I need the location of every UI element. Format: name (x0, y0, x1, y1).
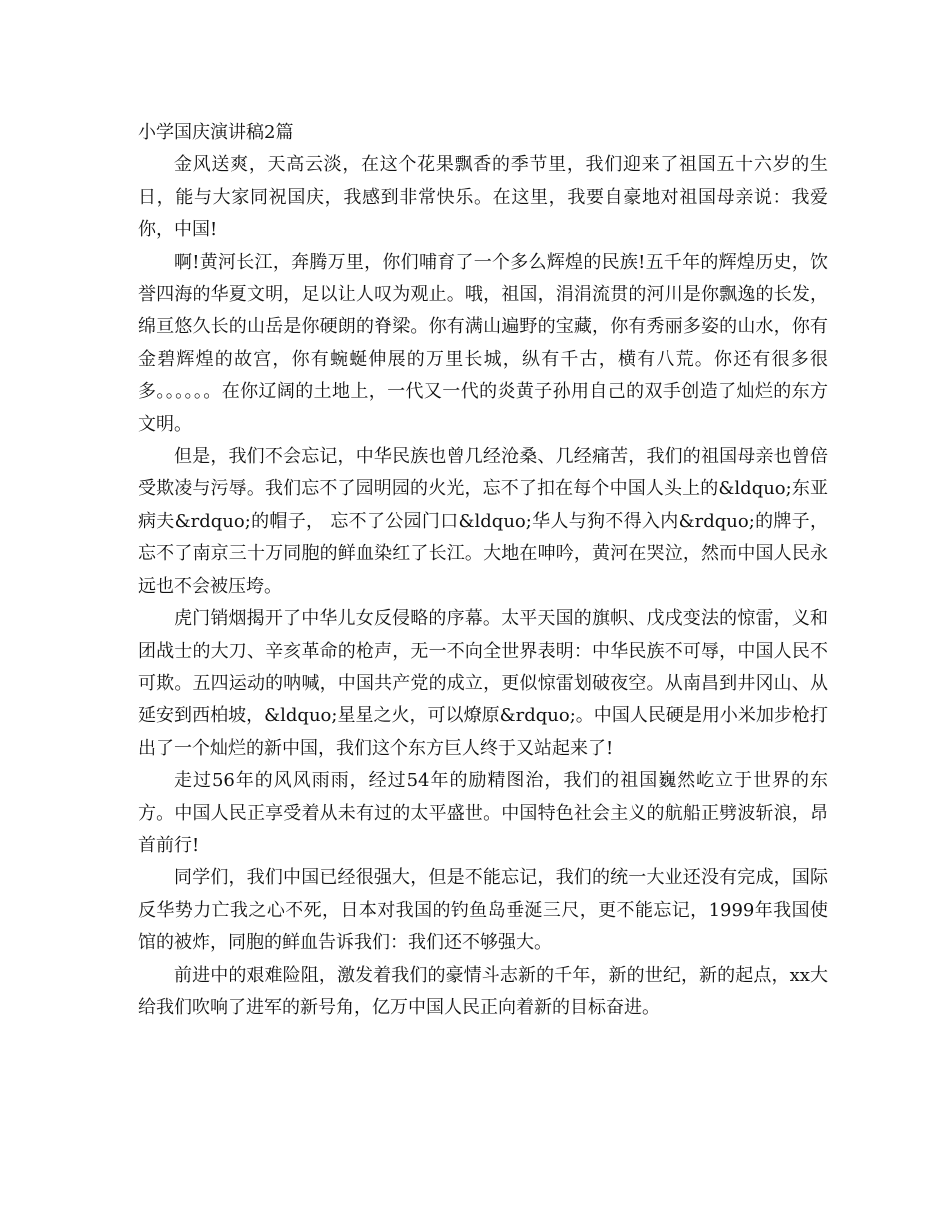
paragraph-2: 啊!黄河长江，奔腾万里，你们哺育了一个多么辉煌的民族!五千年的辉煌历史，饮誉四海的华夏文明，足以让人叹为观止。哦，祖国，涓涓流贯的河川是你飘逸的长发，绵亘悠久长的山岳是你硬朗的脊梁。你有满山遍野的宝藏，你有秀丽多姿的山水，你有金碧辉煌的故宫，你有蜿蜒伸展的万里长城，纵有千古，横有八荒。你还有很多很多。。。。。。在你辽阔的土地上，一代又一代的炎黄子孙用自己的双手创造了灿烂的东方文明。 (138, 251, 828, 435)
paragraph-4: 虎门销烟揭开了中华儿女反侵略的序幕。太平天国的旗帜、戊戌变法的惊雷，义和团战士的大刀、辛亥革命的枪声，无一不向全世界表明：中华民族不可辱，中国人民不可欺。五四运动的呐喊，中国共产党的成立，更似惊雷划破夜空。从南昌到井冈山、从延安到西柏坡，&ldquo;星星之火，可以燎原&rdquo;。中国人民硬是用小米加步枪打出了一个灿烂的新中国，我们这个东方巨人终于又站起来了! (138, 608, 828, 759)
paragraph-5: 走过56年的风风雨雨，经过54年的励精图治，我们的祖国巍然屹立于世界的东方。中国人民正享受着从未有过的太平盛世。中国特色社会主义的航船正劈波斩浪，昂首前行! (138, 770, 828, 856)
paragraph-3: 但是，我们不会忘记，中华民族也曾几经沧桑、几经痛苦，我们的祖国母亲也曾倍受欺凌与污辱。我们忘不了园明园的火光，忘不了扣在每个中国人头上的&ldquo;东亚病夫&rdquo;的帽子， 忘不了公园门口&ldquo;华人与狗不得入内&rdquo;的牌子，忘不了南京三十万同胞的鲜血染红了长江。大地在呻吟，黄河在哭泣，然而中国人民永远也不会被压垮。 (138, 446, 828, 597)
document-title: 小学国庆演讲稿2篇 (138, 122, 294, 143)
paragraph-1: 金风送爽，天高云淡，在这个花果飘香的季节里，我们迎来了祖国五十六岁的生日，能与大家同祝国庆，我感到非常快乐。在这里，我要自豪地对祖国母亲说：我爱你，中国! (138, 154, 828, 241)
paragraph-7: 前进中的艰难险阻，激发着我们的豪情斗志新的千年，新的世纪，新的起点，xx大给我们吹响了进军的新号角，亿万中国人民正向着新的目标奋进。 (138, 964, 828, 1018)
document-body (138, 117, 828, 1024)
paragraph-6: 同学们，我们中国已经很强大，但是不能忘记，我们的统一大业还没有完成，国际反华势力亡我之心不死，日本对我国的钓鱼岛垂涎三尺，更不能忘记，1999年我国使馆的被炸，同胞的鲜血告诉我们：我们还不够强大。 (138, 867, 828, 954)
